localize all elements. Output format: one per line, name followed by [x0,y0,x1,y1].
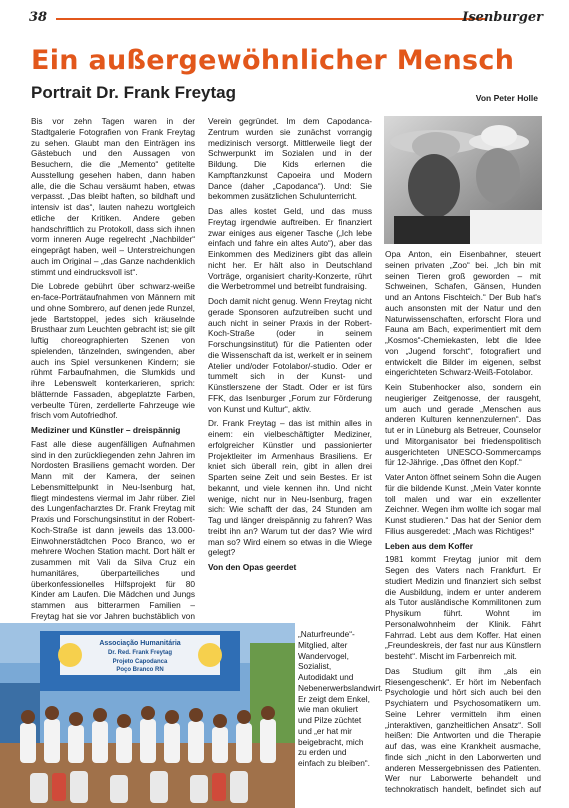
paragraph: Vater Anton öffnet seinem Sohn die Augen für die bildende Kunst. „Mein Vater konnte toll malen und war ein exzellenter Zeichner. Wegen ihm wollte ich sogar mal Kunst studieren.“ Das hat der Senior dem Filius ausgeredet: „Mach was Richtiges!“ [385,472,541,536]
group-photo-graphic [0,623,295,808]
column-2-wrap [298,629,383,773]
group-photo [0,623,295,808]
paragraph: Das alles kostet Geld, und das muss Freytag irgendwie auftreiben. Er finanziert zwar einiges aus eigener Tasche („Ich lebe einfach und fahre ein altes Auto“), aber das Einkommen des Mediziners gibt das allein nicht her. Er hält also in Deutschland Vorträge, organisiert charity-Konzerte, rührt die Werbetrommel und betreibt fundraising. [208,206,372,292]
sign-text-4: Poço Branco RN [116,667,164,673]
column-1 [31,116,195,622]
sign-text-2: Dr. Red. Frank Freytag [107,650,173,656]
paragraph: Opa Anton, ein Eisenbahner, steuert seinen privaten „Zoo“ bei. „Ich bin mit seinen Tieren groß geworden – mit Schweinen, Schafen, Gänsen, Hunden und an Antons Fischteich.“ Der Bub hat's auch ansonsten mit der Natur und den Naturwissenschaften, erforscht Flora und Fauna am Bach, experimentiert mit dem „Kosmos“-Chemiekasten, lebt die Idee von „Jugend forscht“, fotografiert und entwickelt die Bilder im eigenen, selbst eingerichteten Schwarz-Weiß-Fotolabor. [385,249,541,378]
paragraph: 1981 kommt Freytag junior mit dem Segen des Vaters nach Frankfurt. Er studiert Medizin und finanziert sich selbst die Ausbildung, indem er unter anderem als Tutor ausländische Kommilitonen zum Physikum führt. Wohnt im Personalwohnheim der Klinik. Fährt Fahrrad. Lebt aus dem Koffer. Hat einen „Freundeskreis, der fast nur aus Künstlern besteht“. Mischt im Farbenreich mit. [385,554,541,661]
article-headline: Ein außergewöhnlicher Mensch [31,45,515,76]
column-2-main [208,116,372,574]
page-number: 38 [29,10,48,25]
sign-text-1: Associação Humanitária [99,640,181,647]
header-rule [56,18,486,20]
paragraph: Doch damit nicht genug. Wenn Freytag nicht gerade Sponsoren aufzutreiben sucht und auch nicht in seiner Praxis in der Robert-Koch-Straße (oder in seinem Forschungsinstitut) für die Patienten oder die Wissenschaft da ist, werkelt er in seinem Atelier und/oder Fotolabor/-studio. Oder er tummelt sich in der Kunst- und Künstlerszene der Stadt. Oder er ist fürs FFK, das Isenburger „Forum zur Förderung von Kunst und Kultur“, aktiv. [208,296,372,414]
sign-text-3: Projeto Capodanca [112,659,168,665]
subheading: Von den Opas geerdet [208,562,297,572]
page-header [0,0,569,28]
column-2 [208,116,372,574]
column-3 [385,249,541,794]
subheading: Leben aus dem Koffer [385,540,473,551]
subheading: Mediziner und Künstler – dreispännig [31,425,181,435]
portrait-photo-graphic [384,116,542,244]
paragraph: Das Studium gilt ihm „als ein Riesengeschenk“. Er hört im Nebenfach Psychologie und hört sich auch bei den Psychiatern und Psychosomatikern um. Seine Lehrer vermitteln ihm einen „interaktiven, ganzheitlichen Ansatz“. Soll heißen: Die Antworten und die Therapie auf das, was eine Krankheit ausmache, finde sich „nicht in den Laborwerten und anderen Messergebnissen des Patienten. Wer nur Laborwerte behandelt und technokratisch handelt, befindet sich auf [385,665,541,794]
paragraph: Fast alle diese augenfälligen Aufnahmen sind in den zurückliegenden zehn Jahren im Nordosten Brasiliens gemacht worden. Der Mann mit der Kamera, der seinen Lebensmittelpunkt in Neu-Isenburg hat, fliegt mindestens viermal im Jahr rüber. Ziel des Lungenfacharztes Dr. Frank Freytag mit Praxis und Forschungsinstitut in der Robert-Koch-Straße ist dann jeweils das 13.000-Einwohnerstädtchen Poco Branco, wo er mehrere Wochen Station macht. Dort hält er zusammen mit Vali da Silva Cruz ein humanitäres, überparteiliches und überkonfessionelles Hilfsprojekt für 80 Kinder am Laufen. Die Mädchen und Jungs stammen aus bitterarmen Familien – Freytag hat sie vor Jahren buchstäblich von [31,438,195,621]
paragraph: Kein Stubenhocker also, sondern ein neugieriger Zeitgenosse, der rausgeht, um auch und gerade „Menschen aus anderen Kulturen kennenzulernen“. Das tut er in Lüneburg als Betreuer, Counselor und Mitorganisator bei friedenspolitisch ausgerichteten UNESCO-Sommercamps für 12-Jährige. „Das öffnet den Kopf.“ [385,382,541,468]
paragraph: Die Lobrede gebührt über schwarz-weiße en-face-Porträtaufnahmen von Männern mit und ohne Sombrero, auf denen jede Runzel, jede Bartstoppel, jedes sich kräuselnde Brusthaar zum Leuchten gebracht ist; sie gilt luftig choreographierten Szenen von spielenden, tänzelnden, swingenden, aber auch ins Spiel versunkenen Kindern; sie rühmt Farbaufnahmen, die Slumkids und ihre Lebenswelt konterkarieren, sprich: blätternde Fassaden, abgeplatzte Farben, verbeulte Türen, zerdellerte Fahrzeuge wie frisch vom Autofriedhof. [31,281,195,421]
article-byline: Von Peter Holle [475,93,538,103]
section-title: Isenburger [462,10,543,25]
paragraph: Dr. Frank Freytag – das ist mithin alles in einem: ein vielbeschäftigter Mediziner, erfolgreicher Künstler und passionierter Projektleiter im Armenhaus Brasiliens. Er kniet sich überall rein, gibt in allen drei Sparten seine Zeit und sein Bestes. Er ist bekannt, und viele kennen ihn. Und nicht wenige, nicht nur in Neu-Isenburg, fragen sich: Wie schafft der das, 24 Stunden am Tag und länger dreispännig zu fahren? Was treibt ihn an? Warum tut der das? Wie wird man so? Wird einem so etwas in die Wiege gelegt? [208,418,372,558]
paragraph: „Naturfreunde“-Mitglied, alter Wandervogel, Sozialist, Autodidakt und Nebenerwerbslandwirt. Er zeigt dem Enkel, wie man okuliert und Pilze züchtet und „er hat mir beigebracht, mich zu erden und einfach zu bleiben“. [298,629,383,768]
paragraph: Verein gegründet. Im dem Capodanca-Zentrum wurden sie zunächst vorrangig medizinisch versorgt. Mittlerweile liegt der Schwerpunkt im Sozialen und in der Bildung. Die Kids erlernen die Kampftanzkunst Capoeira und Modern Dance (daher „Capodanca“). Und: Sie bekommen zusätzlichen Schulunterricht. [208,116,372,202]
portrait-photo [384,116,542,244]
article-subtitle: Portrait Dr. Frank Freytag [31,83,237,102]
paragraph: Bis vor zehn Tagen waren in der Stadtgalerie Fotografien von Frank Freytag zu sehen. Glaubt man den Einträgen ins Gästebuch und den Aussagen von Besuchern, die die „Memento“ getitelte Ausstellung gesehen haben, dann haben alle, die die Schau versäumt haben, etwas verpasst. „Das bleibt haften, so bildhaft und intensiv ist das“, lauten nahezu wortgleich etliche der Kritiken. Andere geben handschriftlich zu Protokoll, dass sich ihnen vorm inneren Auge regelrecht „Nachbilder“ eingeprägt haben, weil – Unterstreichungen auch im Original – „das Ganze nachdenklich stimmt und eindrucksvoll ist“. [31,116,195,277]
